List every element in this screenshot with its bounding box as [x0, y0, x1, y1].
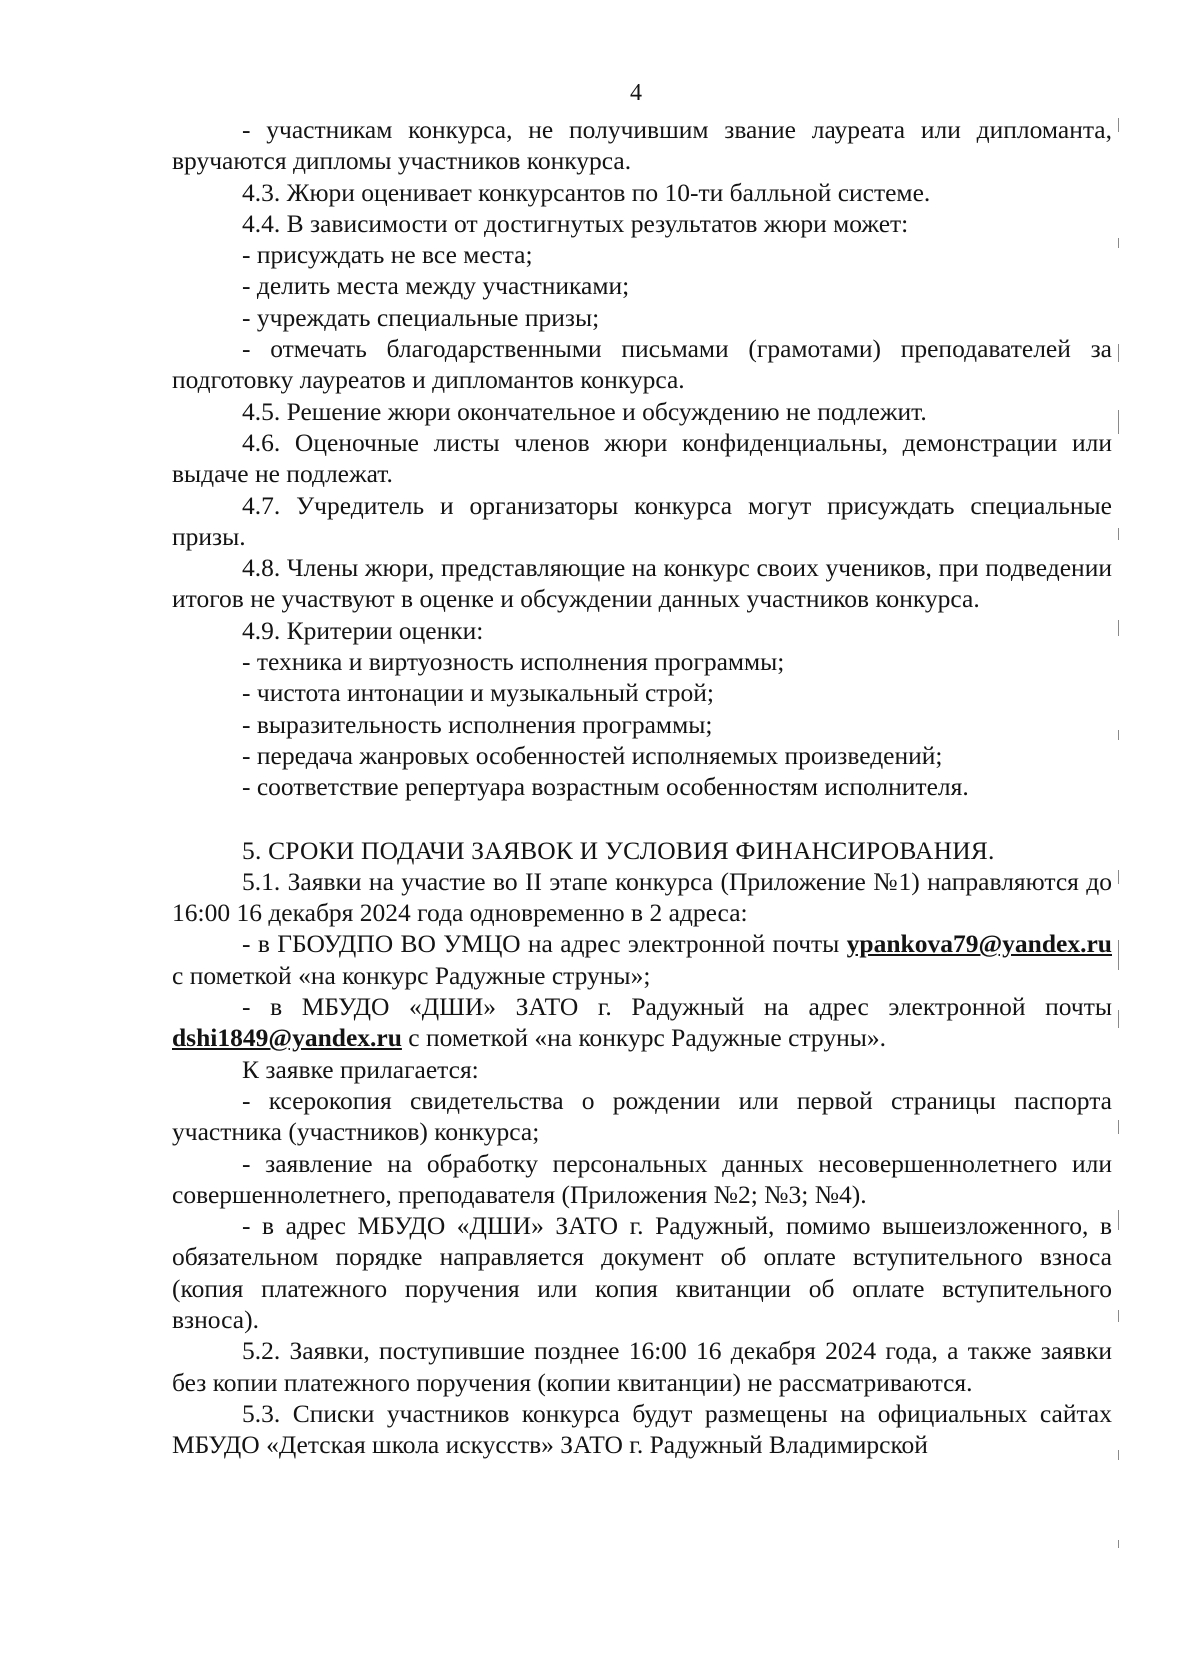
list-item-not-all-places: - присуждать не все места; [242, 240, 533, 270]
address-dshi [172, 991, 1112, 1054]
scan-tick [1118, 870, 1119, 884]
email-link-dshi[interactable]: dshi1849@yandex.ru [172, 1023, 402, 1053]
attachment-item-consent: - заявление на обработку персональных данных несовершеннолетнего или совершеннолетнего, преподавателя (Приложения №2; №3; №4). [172, 1148, 1112, 1209]
scan-tick [1118, 1310, 1119, 1322]
list-item-thank-you-letters: - отмечать благодарственными письмами (грамотами) преподавателей за подготовку лауреатов и дипломантов конкурса. [172, 334, 1112, 395]
scan-tick [1118, 238, 1119, 248]
paragraph-4-7: 4.7. Учредитель и организаторы конкурса могут присуждать специальные призы. [172, 490, 1112, 551]
scan-tick [1118, 1540, 1119, 1548]
paragraph-5-3: 5.3. Списки участников конкурса будут размещены на официальных сайтах МБУДО «Детская школа искусств» ЗАТО г. Радужный Владимирской [172, 1398, 1112, 1460]
address-umco [172, 928, 1112, 991]
paragraph-diploma-participants: - участникам конкурса, не получившим звание лауреата или дипломанта, вручаются дипломы участников конкурса. [172, 115, 1112, 176]
scan-tick [1118, 1210, 1119, 1230]
paragraph-4-9: 4.9. Критерии оценки: [242, 615, 484, 645]
page-number: 4 [630, 80, 642, 106]
list-item-share-places: - делить места между участниками; [242, 271, 630, 301]
criteria-item-technique: - техника и виртуозность исполнения программы; [242, 647, 785, 677]
scan-tick [1118, 620, 1119, 636]
paragraph-4-5: 4.5. Решение жюри окончательное и обсуждению не подлежит. [242, 396, 927, 426]
attachments-intro: К заявке прилагается: [242, 1054, 479, 1084]
paragraph-4-6: 4.6. Оценочные листы членов жюри конфиденциальны, демонстрации или выдаче не подлежат. [172, 427, 1112, 489]
scan-edge-artifacts [1118, 110, 1130, 1670]
address-dshi-suffix: с пометкой «на конкурс Радужные струны». [401, 1023, 886, 1053]
address-umco-prefix: - в ГБОУДПО ВО УМЦО на адрес электронной почты [242, 929, 847, 959]
criteria-item-genre: - передача жанровых особенностей исполняемых произведений; [242, 740, 943, 770]
address-dshi-prefix: - в МБУДО «ДШИ» ЗАТО г. Радужный на адрес электронной почты [242, 992, 1112, 1022]
paragraph-4-8: 4.8. Члены жюри, представляющие на конкурс своих учеников, при подведении итогов не участвуют в оценке и обсуждении данных участников конкурса. [172, 553, 1112, 614]
paragraph-5-1: 5.1. Заявки на участие во II этапе конкурса (Приложение №1) направляются до 16:00 16 декабря 2024 года одновременно в 2 адреса: [172, 866, 1112, 928]
paragraph-5-2: 5.2. Заявки, поступившие позднее 16:00 16 декабря 2024 года, а также заявки без копии платежного поручения (копии квитанции) не рассматриваются. [172, 1336, 1112, 1397]
criteria-item-repertoire: - соответствие репертуара возрастным особенностям исполнителя. [242, 772, 969, 802]
paragraph-4-3: 4.3. Жюри оценивает конкурсантов по 10-ти балльной системе. [242, 177, 931, 207]
scan-tick [1118, 118, 1119, 132]
scan-tick [1118, 730, 1119, 740]
scan-tick [1118, 940, 1119, 970]
scan-tick [1118, 410, 1119, 434]
attachment-item-passport: - ксерокопия свидетельства о рождении или первой страницы паспорта участника (участников) конкурса; [172, 1085, 1112, 1147]
list-item-special-prizes: - учреждать специальные призы; [242, 302, 600, 332]
address-umco-suffix: с пометкой «на конкурс Радужные струны»; [172, 960, 651, 990]
paragraph-4-4: 4.4. В зависимости от достигнутых результатов жюри может: [242, 208, 909, 238]
scan-tick [1118, 1450, 1119, 1460]
scan-tick [1118, 1120, 1119, 1134]
scan-tick [1118, 528, 1119, 540]
criteria-item-intonation: - чистота интонации и музыкальный строй; [242, 678, 714, 708]
section-5-heading: 5. СРОКИ ПОДАЧИ ЗАЯВОК И УСЛОВИЯ ФИНАНСИРОВАНИЯ. [242, 835, 995, 865]
criteria-item-expressiveness: - выразительность исполнения программы; [242, 709, 713, 739]
document-body [172, 114, 1112, 1460]
attachment-item-payment: - в адрес МБУДО «ДШИ» ЗАТО г. Радужный, помимо вышеизложенного, в обязательном порядке направляется документ об оплате вступительного взноса (копия платежного поручения или копия квитанции об оплате вступительного взноса). [172, 1211, 1112, 1334]
email-link-umco[interactable]: ypankova79@yandex.ru [846, 929, 1112, 959]
scan-tick [1118, 344, 1119, 362]
scan-tick [1118, 1010, 1119, 1028]
